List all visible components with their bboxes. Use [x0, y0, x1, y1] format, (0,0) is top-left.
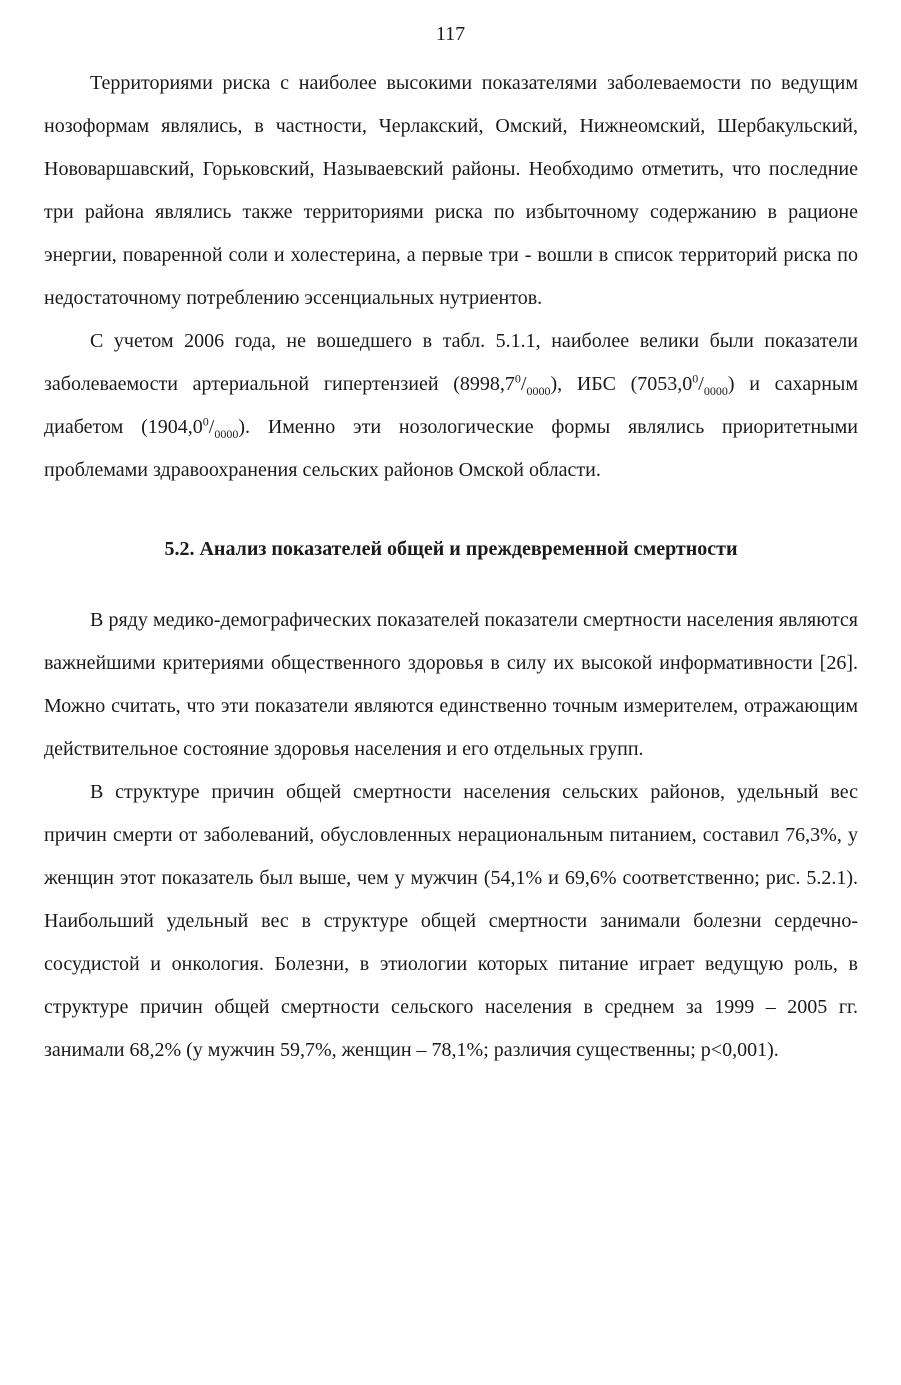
subscript: 0000 [526, 384, 551, 398]
paragraph-text-segment: / [520, 373, 527, 395]
page-number: 117 [435, 23, 466, 45]
paragraph-risk-territories: Территориями риска с наиболее высокими показателями заболеваемости по ведущим нозоформам являлись, в частности, Черлакский, Омский, Нижнеомский, Шербакульский, Нововаршавский, Горьковский, Называевский районы. Необходимо отметить, что последние три района являлись также территориями риска по избыточному содержанию в рационе энергии, поваренной соли и холестерина, а первые три - вошли в список территорий риска по недостаточному потреблению эссенциальных нутриентов. [44, 72, 858, 309]
paragraph-text-segment: ), ИБС (7053,0 [550, 373, 693, 395]
paragraph-text-segment: ) и сахарным диабетом (1904,0 [44, 373, 859, 438]
paragraph-text-segment: / [698, 373, 704, 395]
paragraph-mortality-indicators: В ряду медико-демографических показателей показатели смертности населения являются важнейшими критериями общественного здоровья в силу их высокой информативности [26]. Можно считать, что эти показатели являются единственно точным измерителем, отражающим действительное состояние здоровья населения и его отдельных групп. [44, 609, 858, 760]
superscript: 0 [514, 371, 521, 386]
superscript: 0 [202, 414, 209, 429]
subscript: 0000 [214, 427, 239, 441]
paragraph-text-segment: ). Именно эти нозологические формы являлись приоритетными проблемами здравоохранения сельских районов Омской области. [44, 416, 858, 481]
section-heading: 5.2. Анализ показателей общей и преждевременной смертности [164, 538, 738, 560]
paragraph-morbidity-rates [44, 320, 858, 492]
paragraph-text-segment: С учетом 2006 года, не вошедшего в табл. 5.1.1, наиболее велики были показатели заболеваемости артериальной гипертензией (8998,7 [44, 330, 858, 395]
document-body [44, 62, 858, 1072]
paragraph-mortality-structure: В структуре причин общей смертности населения сельских районов, удельный вес причин смерти от заболеваний, обусловленных нерациональным питанием, составил 76,3%, у женщин этот показатель был выше, чем у мужчин (54,1% и 69,6% соответственно; рис. 5.2.1). Наибольший удельный вес в структуре общей смертности занимали болезни сердечно-сосудистой и онкология. Болезни, в этиологии которых питание играет ведущую роль, в структуре причин общей смертности сельского населения в среднем за 1999 – 2005 гг. занимали 68,2% (у мужчин 59,7%, женщин – 78,1%; различия существенны; p<0,001). [44, 781, 858, 1061]
superscript: 0 [692, 371, 699, 386]
subscript: 0000 [703, 384, 728, 398]
paragraph-text-segment: / [208, 416, 215, 438]
